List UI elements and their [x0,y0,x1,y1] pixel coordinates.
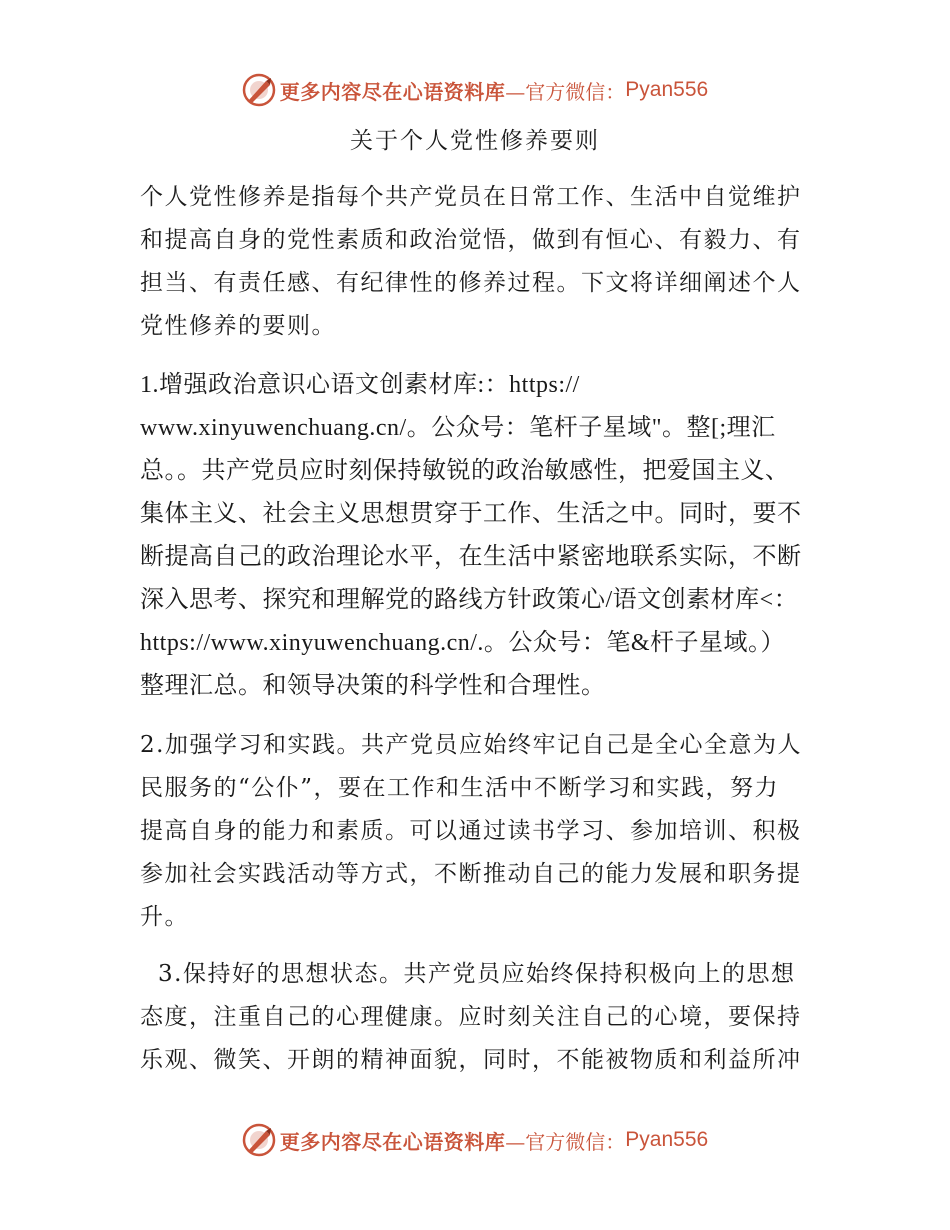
text-line: 3.保持好的思想状态。共产党员应始终保持积极向上的思想 [158,961,796,987]
text-line: 担当、有责任感、有纪律性的修养过程。下文将详细阐述个人 [140,270,802,296]
paragraph-study-practice [140,724,812,939]
text-line: 个人党性修养是指每个共产党员在日常工作、生活中自觉维护 [140,184,802,210]
text-line: 1.增强政治意识心语文创素材库:：https:// [140,372,580,398]
paragraph-intro [140,176,812,348]
banner-wechat-label: —官方微信： [505,79,626,104]
text-line: 提高自身的能力和素质。可以通过读书学习、参加培训、积极 [140,818,802,844]
banner-main-text: 更多内容尽在心语资料库 [279,79,506,104]
text-line: 参加社会实践活动等方式，不断推动自己的能力发展和职务提 [140,861,802,887]
text-line: 党性修养的要则。 [140,313,336,339]
text-line: 民服务的“公仆”，要在工作和生活中不断学习和实践，努力 [140,775,780,801]
text-line: https://www.xinyuwenchuang.cn/.。公众号：笔&杆子星域。） [140,630,786,656]
text-line: www.xinyuwenchuang.cn/。公众号：笔杆子星域"。整[;理汇 [140,415,776,441]
banner-wechat-id: Pyan556 [625,78,709,101]
text-line: 集体主义、社会主义思想贯穿于工作、生活之中。同时，要不 [140,501,802,527]
text-line: 总。。共产党员应时刻保持敏锐的政治敏感性，把爱国主义、 [140,458,790,484]
footer-banner [0,1120,950,1160]
text-line: 整理汇总。和领导决策的科学性和合理性。 [140,673,606,699]
banner-wechat-id: Pyan556 [625,1128,709,1151]
text-line: 乐观、微笑、开朗的精神面貌，同时，不能被物质和利益所冲 [140,1047,802,1073]
text-line: 深入思考、探究和理解党的路线方针政策心/语文创素材库<： [140,587,799,613]
header-banner [0,70,950,110]
text-line: 态度，注重自己的心理健康。应时刻关注自己的心境，要保持 [140,1004,802,1030]
text-line: 断提高自己的政治理论水平，在生活中紧密地联系实际，不断 [140,544,802,570]
text-line: 2.加强学习和实践。共产党员应始终牢记自己是全心全意为人 [140,732,802,758]
banner-wechat-label: —官方微信： [505,1129,626,1154]
document-title: 关于个人党性修养要则 [350,128,600,154]
text-line: 和提高自身的党性素质和政治觉悟，做到有恒心、有毅力、有 [140,227,802,253]
banner-main-text: 更多内容尽在心语资料库 [279,1129,506,1154]
paragraph-political-awareness [140,364,812,708]
pen-logo-icon [242,1123,276,1157]
text-line: 升。 [140,904,189,930]
paragraph-mental-state [140,953,812,1082]
pen-logo-icon [242,73,276,107]
